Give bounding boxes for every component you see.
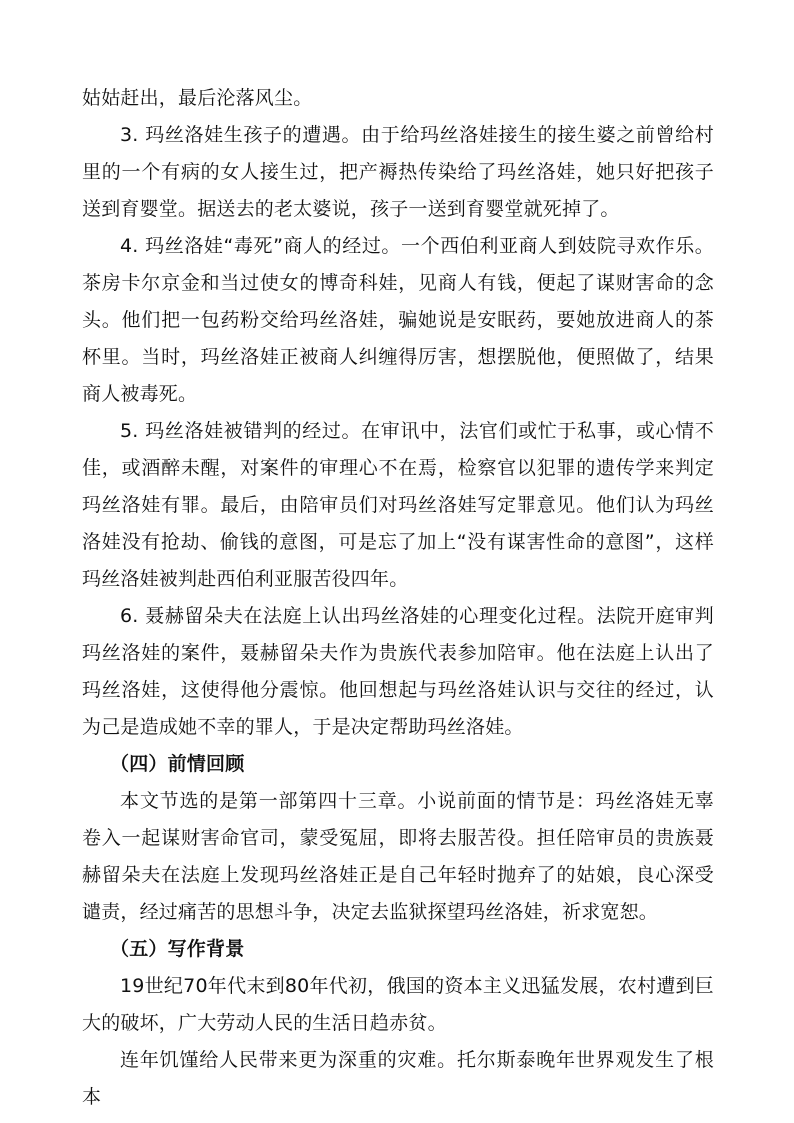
section-5-body-1: 19世纪70年代末到80年代初，俄国的资本主义迅猛发展，农村遭到巨大的破坏，广大劳动人民的生活日趋赤贫。 [82,975,714,1034]
paragraph-continuation: 姑姑赶出，最后沦落风尘。 [82,87,313,109]
section-heading-4: （四）前情回顾 [110,753,245,775]
document-page [82,80,714,1116]
paragraph-item-5: 5. 玛丝洛娃被错判的经过。在审讯中，法官们或忙于私事，或心情不佳，或酒醉未醒，对案件的审理心不在焉，检察官以犯罪的遗传学来判定玛丝洛娃有罪。最后，由陪审员们对玛丝洛娃写定罪意见。他们认为玛丝洛娃没有抢劫、偷钱的意图，可是忘了加上“没有谋害性命的意图”，这样玛丝洛娃被判赴西伯利亚服苦役四年。 [82,420,714,590]
section-5-body-2: 连年饥馑给人民带来更为深重的灾难。托尔斯泰晚年世界观发生了根本 [82,1049,714,1108]
section-heading-5: （五）写作背景 [110,938,245,960]
paragraph-item-6: 6. 聂赫留朵夫在法庭上认出玛丝洛娃的心理变化过程。法院开庭审判玛丝洛娃的案件，聂赫留朵夫作为贵族代表参加陪审。他在法庭上认出了玛丝洛娃，这使得他分震惊。他回想起与玛丝洛娃认识与交往的经过，认为己是造成她不幸的罪人，于是决定帮助玛丝洛娃。 [82,605,714,738]
paragraph-item-4: 4. 玛丝洛娃“毒死”商人的经过。一个西伯利亚商人到妓院寻欢作乐。茶房卡尔京金和当过使女的博奇科娃，见商人有钱，便起了谋财害命的念头。他们把一包药粉交给玛丝洛娃，骗她说是安眠药，要她放进商人的茶杯里。当时，玛丝洛娃正被商人纠缠得厉害，想摆脱他，便照做了，结果商人被毒死。 [82,235,714,405]
paragraph-item-3: 3. 玛丝洛娃生孩子的遭遇。由于给玛丝洛娃接生的接生婆之前曾给村里的一个有病的女人接生过，把产褥热传染给了玛丝洛娃，她只好把孩子送到育婴堂。据送去的老太婆说，孩子一送到育婴堂就死掉了。 [82,124,714,220]
section-4-body: 本文节选的是第一部第四十三章。小说前面的情节是：玛丝洛娃无辜卷入一起谋财害命官司，蒙受冤屈，即将去服苦役。担任陪审员的贵族聂赫留朵夫在法庭上发现玛丝洛娃正是自己年轻时抛弃了的姑娘，良心深受谴责，经过痛苦的思想斗争，决定去监狱探望玛丝洛娃，祈求宽恕。 [82,790,714,923]
